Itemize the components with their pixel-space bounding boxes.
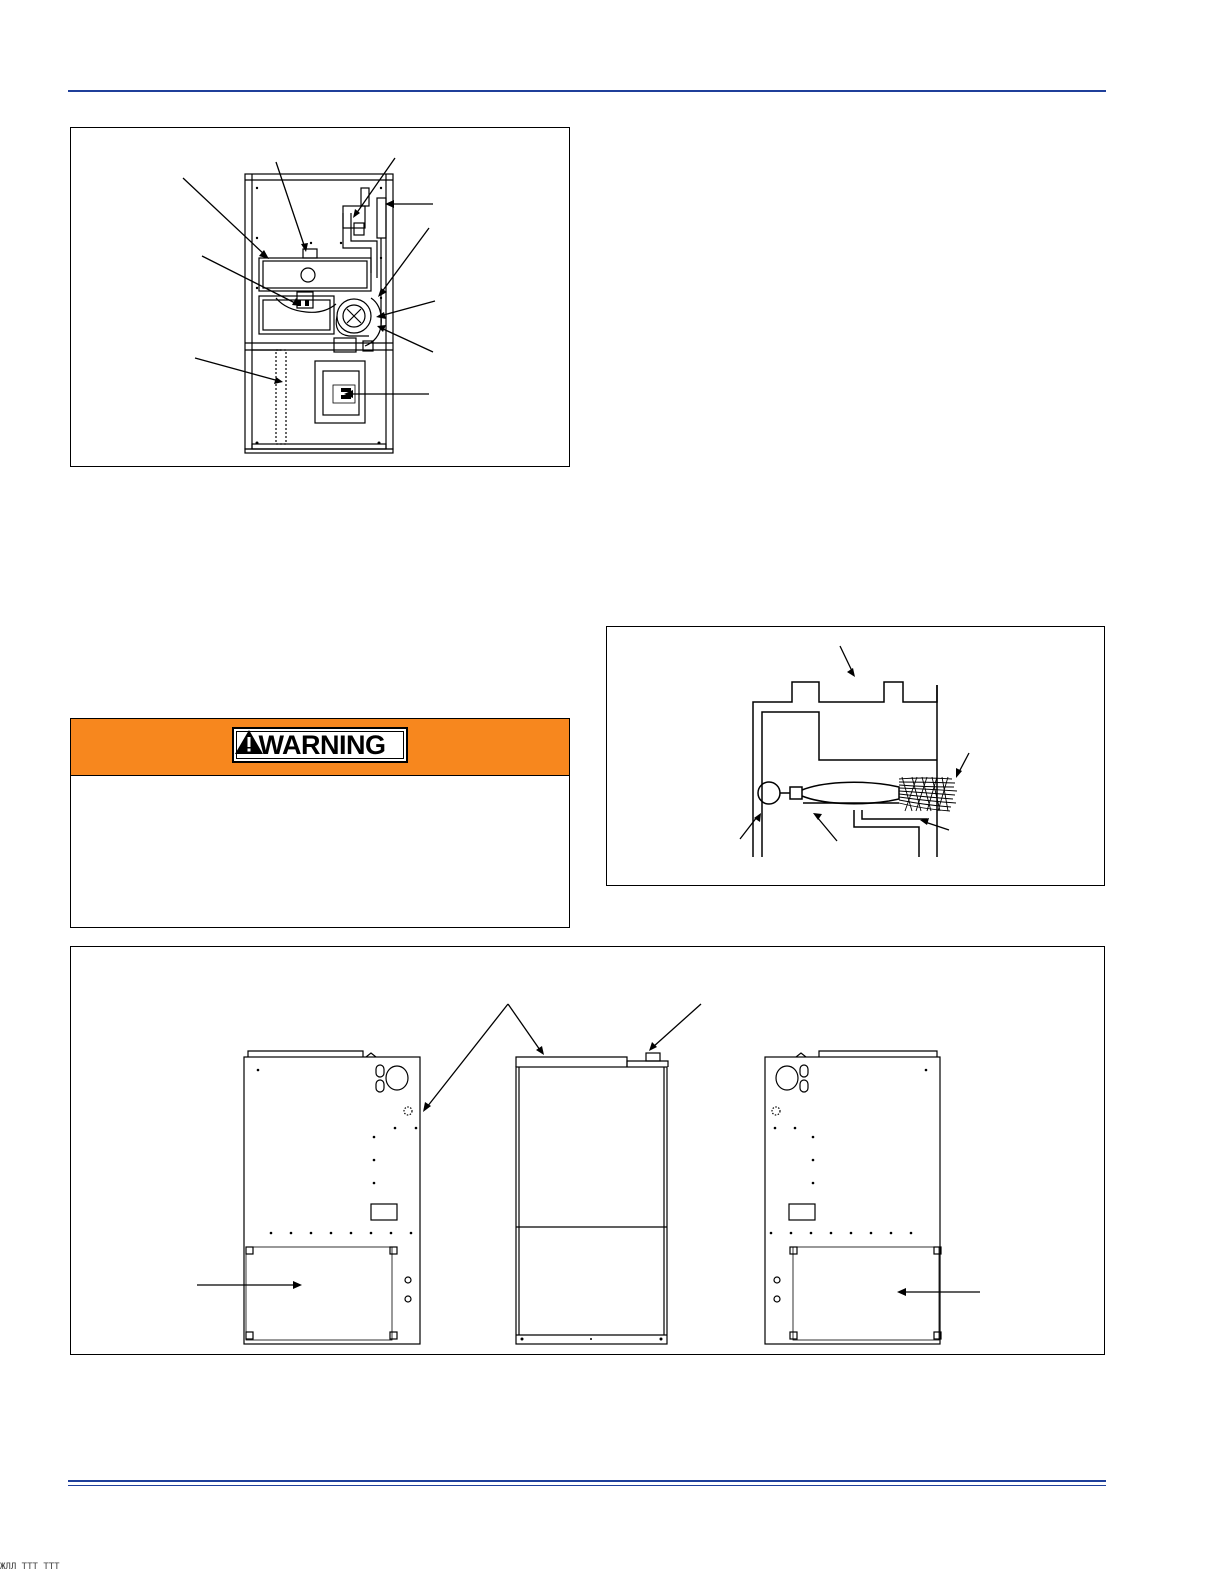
flue-cleaning-figure <box>606 626 1105 886</box>
furnace-interior-figure <box>70 127 570 467</box>
warning-header <box>71 719 569 776</box>
warning-label: WARNING <box>258 729 386 760</box>
cabinet-views-figure <box>70 946 1105 1355</box>
header-rule <box>68 90 1106 92</box>
furnace-interior-drawing <box>71 128 571 468</box>
warning-box <box>70 718 570 928</box>
cabinet-views-drawing <box>71 947 1106 1356</box>
flue-cleaning-drawing <box>607 627 1106 887</box>
footer-rule <box>68 1480 1106 1482</box>
footer-rule-thin <box>68 1485 1106 1486</box>
footer-fragment: ЖЛЛ ТТТ ТТТ <box>0 1562 60 1572</box>
warning-badge <box>232 727 408 763</box>
